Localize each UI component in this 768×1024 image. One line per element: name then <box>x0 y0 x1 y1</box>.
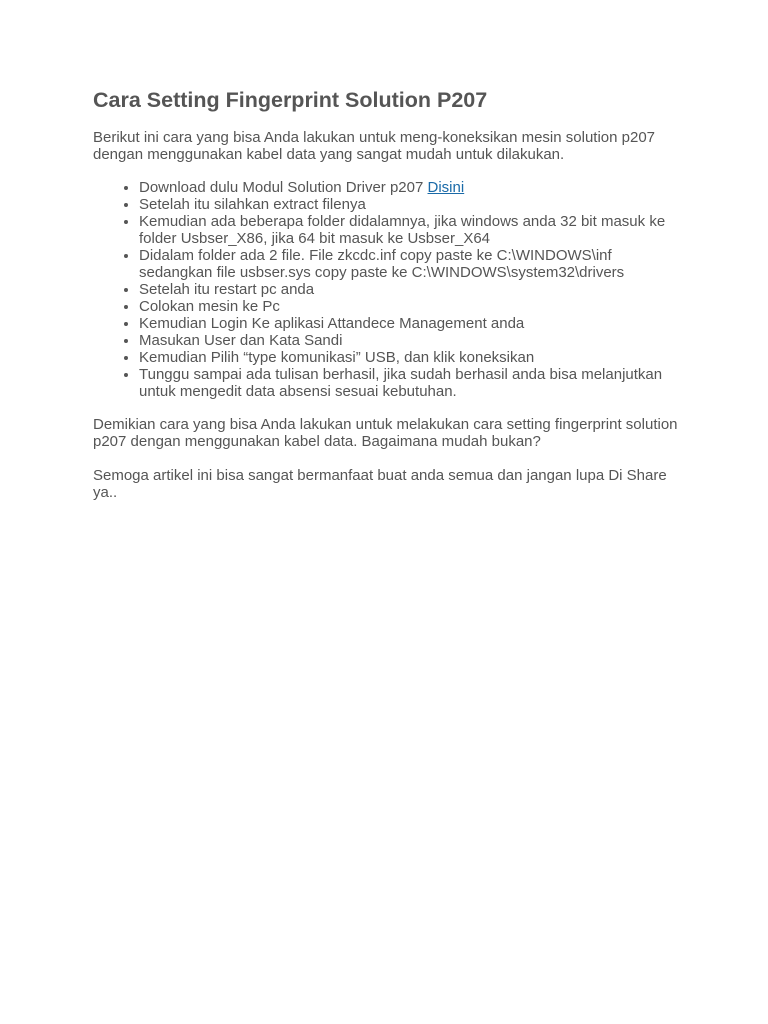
list-item <box>139 281 683 298</box>
list-item <box>139 247 683 281</box>
closing-paragraph: Demikian cara yang bisa Anda lakukan untuk melakukan cara setting fingerprint solution p207 dengan menggunakan kabel data. Bagaimana mudah bukan? <box>93 416 678 450</box>
step-text: Didalam folder ada 2 file. File zkcdc.inf copy paste ke C:\WINDOWS\inf sedangkan file usbser.sys copy paste ke C:\WINDOWS\system32\drivers <box>139 247 625 281</box>
step-text: Setelah itu restart pc anda <box>139 281 315 298</box>
list-item <box>139 213 683 247</box>
list-item <box>139 349 683 366</box>
list-item <box>139 366 683 400</box>
article-title: Cara Setting Fingerprint Solution P207 <box>93 88 488 112</box>
list-item <box>139 298 683 315</box>
list-item <box>139 179 683 196</box>
step-text: Colokan mesin ke Pc <box>139 298 280 315</box>
outro-paragraph: Semoga artikel ini bisa sangat bermanfaat buat anda semua dan jangan lupa Di Share ya.. <box>93 467 667 501</box>
step-text: Kemudian ada beberapa folder didalamnya, jika windows anda 32 bit masuk ke folder Usbser_X86, jika 64 bit masuk ke Usbser_X64 <box>139 213 666 247</box>
step-text: Masukan User dan Kata Sandi <box>139 332 343 349</box>
step-text: Download dulu Modul Solution Driver p207 <box>139 179 428 196</box>
step-text: Kemudian Login Ke aplikasi Attandece Management anda <box>139 315 525 332</box>
step-text: Kemudian Pilih “type komunikasi” USB, dan klik koneksikan <box>139 349 535 366</box>
steps-list <box>93 179 683 400</box>
list-item <box>139 196 683 213</box>
step-text: Tunggu sampai ada tulisan berhasil, jika sudah berhasil anda bisa melanjutkan untuk mengedit data absensi sesuai kebutuhan. <box>139 366 663 400</box>
article <box>93 86 683 501</box>
step-text: Setelah itu silahkan extract filenya <box>139 196 366 213</box>
list-item <box>139 315 683 332</box>
intro-paragraph: Berikut ini cara yang bisa Anda lakukan untuk meng-koneksikan mesin solution p207 dengan menggunakan kabel data yang sangat mudah untuk dilakukan. <box>93 129 656 163</box>
list-item <box>139 332 683 349</box>
download-link[interactable]: Disini <box>427 179 465 196</box>
